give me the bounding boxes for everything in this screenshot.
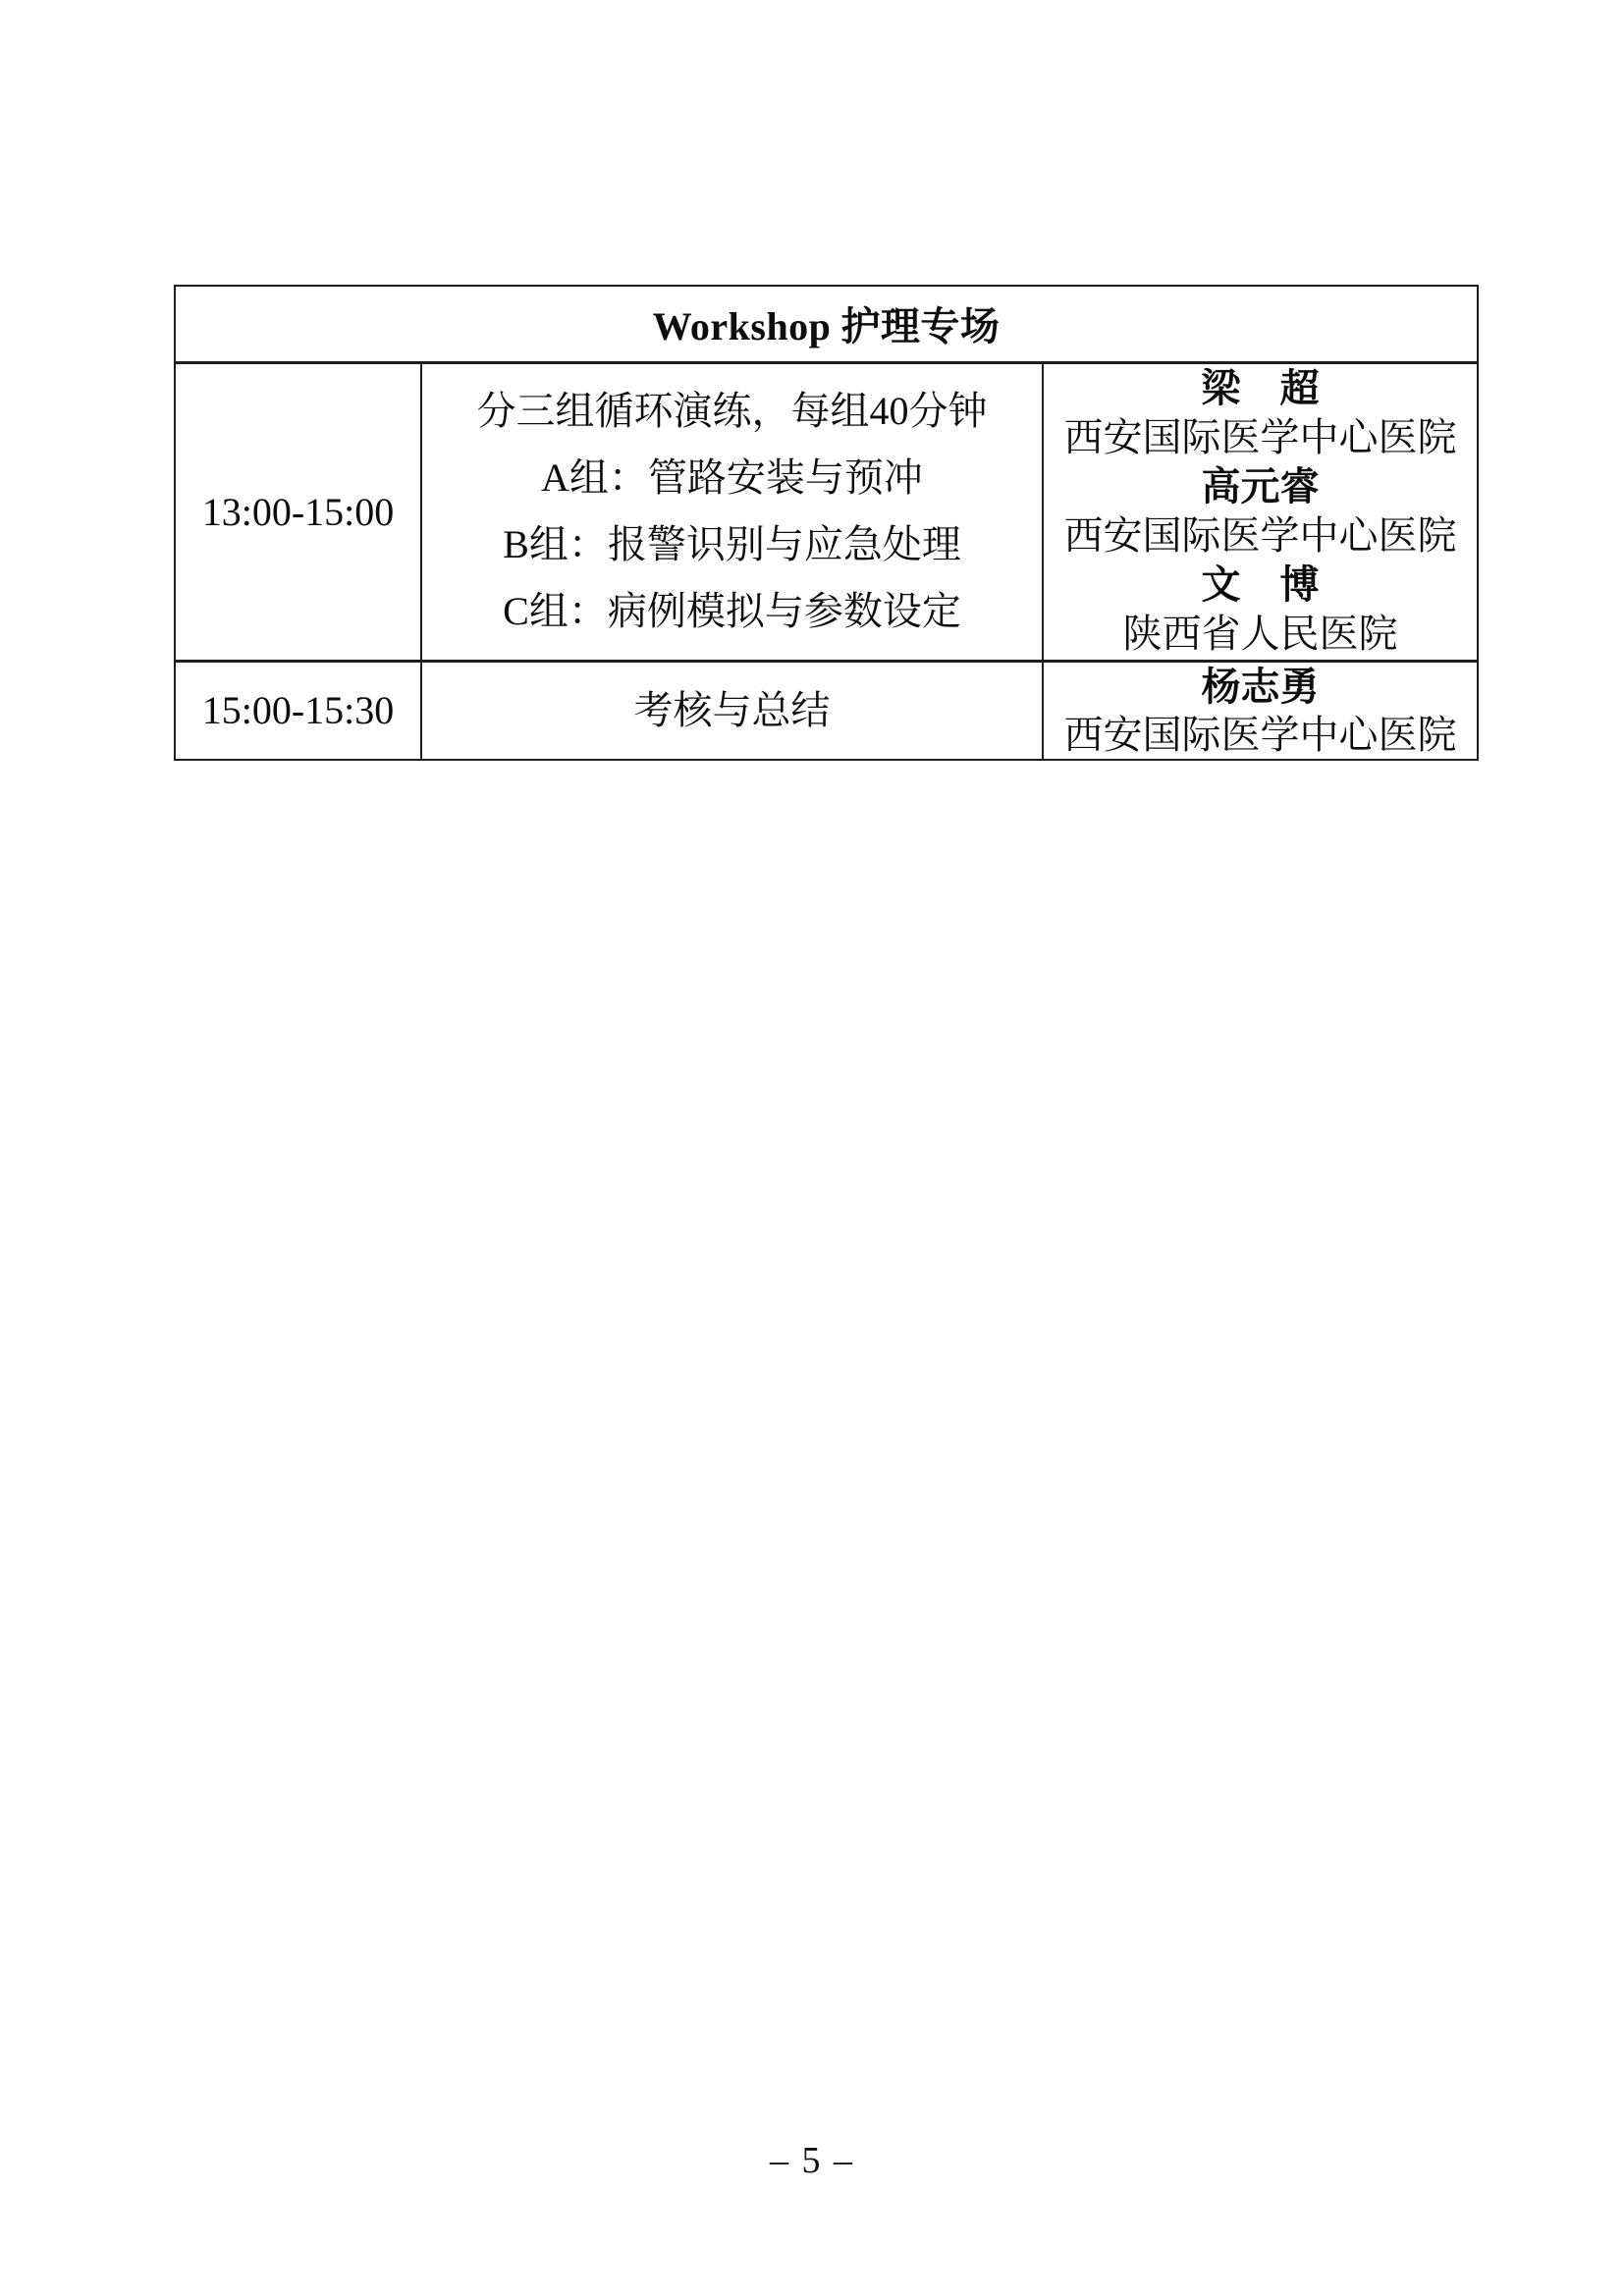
speaker-affiliation: 西安国际医学中心医院	[1063, 415, 1457, 459]
activity-line: A组：管路安装与预冲	[541, 455, 923, 500]
speaker-name: 梁 超	[1201, 366, 1320, 410]
faculty-cell	[1043, 661, 1478, 760]
table-row-summary	[175, 661, 1478, 760]
table-title-cn: 护理专场	[840, 304, 1001, 349]
table-header-row	[175, 286, 1478, 362]
speaker-name: 杨志勇	[1201, 664, 1320, 709]
activity-cell	[421, 362, 1043, 661]
speaker-affiliation: 西安国际医学中心医院	[1063, 513, 1457, 558]
speaker-name: 文 博	[1201, 562, 1320, 607]
page-number: – 5 –	[770, 2140, 854, 2181]
activity-cell	[421, 661, 1043, 760]
activity-line: B组：报警识别与应急处理	[503, 522, 961, 566]
table-title-en: Workshop	[652, 304, 832, 349]
speaker-affiliation: 西安国际医学中心医院	[1063, 712, 1457, 757]
speaker-name: 高元睿	[1201, 464, 1320, 508]
activity-line: 分三组循环演练，每组40分钟	[476, 389, 988, 433]
time-cell: 13:00-15:00	[175, 362, 421, 661]
activity-line: 考核与总结	[633, 687, 831, 732]
time-cell: 15:00-15:30	[175, 661, 421, 760]
workshop-schedule-table	[174, 285, 1479, 761]
faculty-cell	[1043, 362, 1478, 661]
activity-line: C组：病例模拟与参数设定	[503, 589, 961, 633]
speaker-affiliation: 陕西省人民医院	[1122, 612, 1398, 656]
table-title-cell	[175, 286, 1478, 362]
table-row-session	[175, 362, 1478, 661]
